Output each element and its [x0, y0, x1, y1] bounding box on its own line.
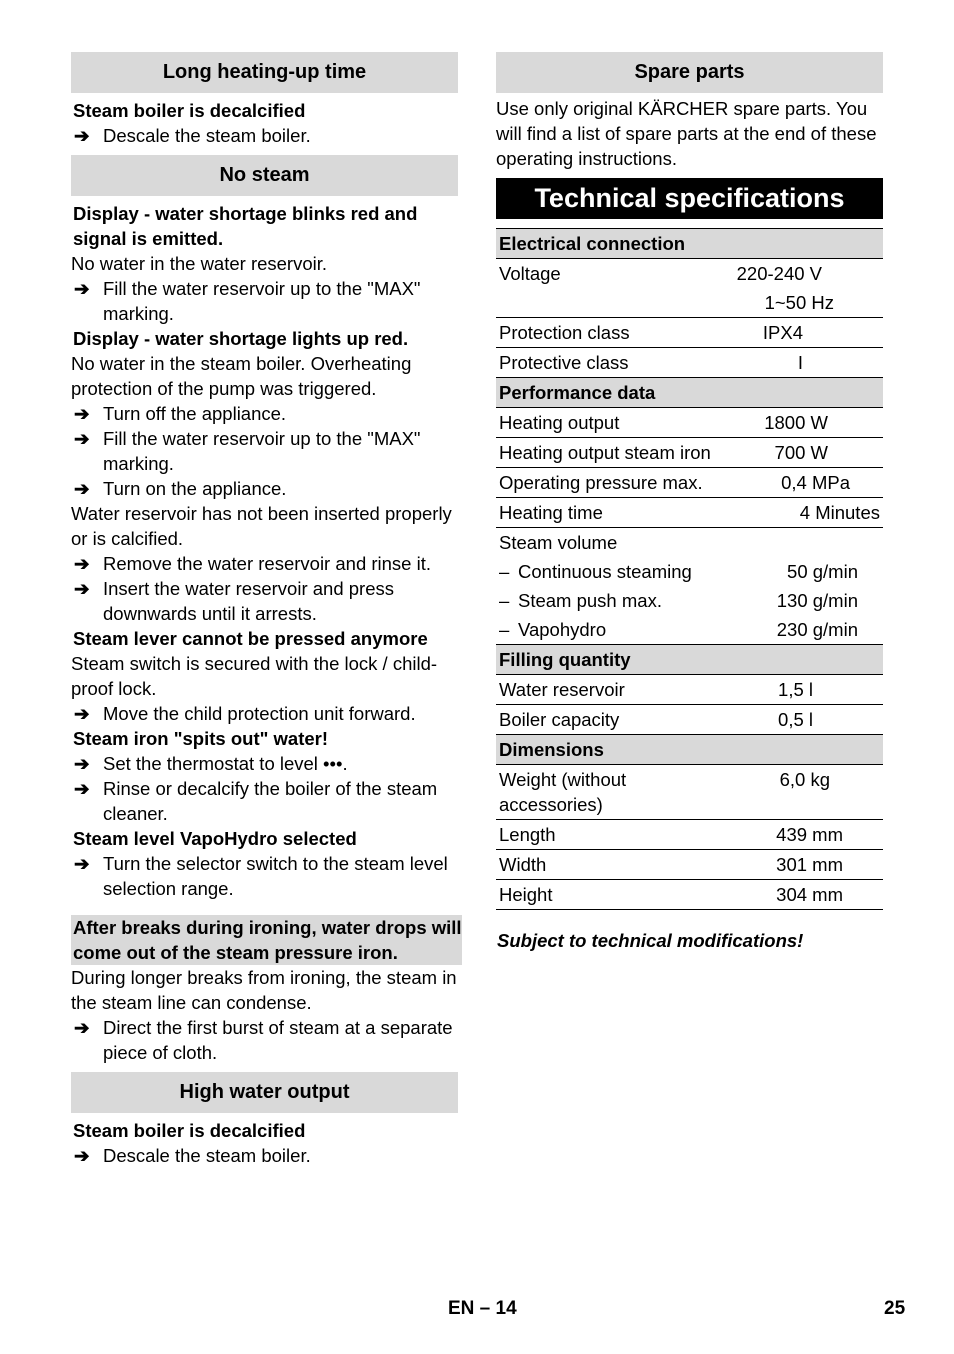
- arrow-icon: ➔: [74, 778, 90, 799]
- table-category-row: Performance data: [496, 378, 883, 408]
- subheading: Steam lever cannot be pressed anymore: [73, 628, 428, 649]
- table-row: Protective class I: [496, 348, 883, 378]
- subheading: Display - water shortage blinks red and signal is emitted.: [73, 203, 418, 249]
- technical-specifications-title: Technical specifications: [496, 178, 883, 219]
- table-category-row: Dimensions: [496, 735, 883, 765]
- left-column: [71, 52, 462, 1168]
- action-item: ➔ Turn the selector switch to the steam level selection range.: [71, 851, 458, 901]
- action-item: ➔ Remove the water reservoir and rinse it.: [71, 551, 458, 576]
- table-row: Height 304 mm: [496, 880, 883, 910]
- subheading: Steam boiler is decalcified: [73, 1120, 306, 1141]
- arrow-icon: ➔: [74, 1017, 90, 1038]
- table-row: Protection class IPX4: [496, 318, 883, 348]
- page-footer-label: EN – 14: [448, 1298, 517, 1319]
- table-row: Water reservoir 1,5 l: [496, 675, 883, 705]
- arrow-icon: ➔: [74, 1145, 90, 1166]
- arrow-icon: ➔: [74, 478, 90, 499]
- table-row: Heating output 1800 W: [496, 408, 883, 438]
- table-row: Width 301 mm: [496, 850, 883, 880]
- arrow-icon: ➔: [74, 703, 90, 724]
- page-number: 25: [884, 1298, 906, 1319]
- table-row: Weight (without accessories) 6,0 kg: [496, 765, 883, 820]
- arrow-icon: ➔: [74, 403, 90, 424]
- paragraph: Water reservoir has not been inserted properly or is calcified.: [71, 503, 452, 549]
- action-item: ➔ Descale the steam boiler.: [71, 123, 458, 148]
- arrow-icon: ➔: [74, 278, 90, 299]
- table-row: – Vapohydro 230 g/min: [499, 619, 858, 640]
- table-row: Heating output steam iron 700 W: [496, 438, 883, 468]
- specs-table: [496, 228, 883, 910]
- table-row: – Continuous steaming 50 g/min: [499, 561, 858, 582]
- paragraph: During longer breaks from ironing, the steam in the steam line can condense.: [71, 967, 457, 1013]
- table-row: Heating time 4 Minutes: [496, 498, 883, 528]
- note-heading: After breaks during ironing, water drops will come out of the steam pressure iron.: [73, 917, 462, 963]
- table-row: Steam volume: [496, 528, 883, 558]
- arrow-icon: ➔: [74, 853, 90, 874]
- table-category-row: Electrical connection: [496, 229, 883, 259]
- action-item: ➔ Insert the water reservoir and press downwards until it arrests.: [71, 576, 458, 626]
- paragraph: No water in the steam boiler. Overheating protection of the pump was triggered.: [71, 353, 412, 399]
- table-row: Operating pressure max. 0,4 MPa: [496, 468, 883, 498]
- action-item: ➔ Fill the water reservoir up to the "MAX" marking.: [71, 426, 458, 476]
- section-heading-no-steam: No steam: [71, 155, 458, 196]
- section-heading-high-water: High water output: [71, 1072, 458, 1113]
- subheading: Steam boiler is decalcified: [73, 100, 306, 121]
- table-row: 1~50 Hz: [764, 292, 834, 313]
- action-item: ➔ Turn off the appliance.: [71, 401, 458, 426]
- table-row: – Steam push max. 130 g/min: [499, 590, 858, 611]
- table-row: Boiler capacity 0,5 l: [496, 705, 883, 735]
- paragraph: No water in the water reservoir.: [71, 253, 328, 274]
- action-item: ➔ Move the child protection unit forward.: [71, 701, 458, 726]
- subheading: Display - water shortage lights up red.: [73, 328, 409, 349]
- spare-parts-text: Use only original KÄRCHER spare parts. You will find a list of spare parts at the end of these operating instructions.: [496, 98, 877, 169]
- section-heading-spare-parts: Spare parts: [496, 52, 883, 93]
- table-row: Length 439 mm: [496, 820, 883, 850]
- section-heading-long-heating: Long heating-up time: [71, 52, 458, 93]
- action-item: ➔ Direct the first burst of steam at a separate piece of cloth.: [71, 1015, 458, 1065]
- arrow-icon: ➔: [74, 753, 90, 774]
- table-category-row: Filling quantity: [496, 645, 883, 675]
- subheading: Steam iron "spits out" water!: [73, 728, 328, 749]
- action-item: ➔ Rinse or decalcify the boiler of the steam cleaner.: [71, 776, 458, 826]
- subject-to-modifications-note: Subject to technical modifications!: [497, 930, 804, 951]
- table-row: Voltage 220-240 V: [496, 259, 883, 289]
- action-item: ➔ Fill the water reservoir up to the "MAX" marking.: [71, 276, 458, 326]
- paragraph: Steam switch is secured with the lock / child-proof lock.: [71, 653, 438, 699]
- right-column: [496, 52, 883, 953]
- arrow-icon: ➔: [74, 428, 90, 449]
- action-item: ➔ Set the thermostat to level •••.: [71, 751, 458, 776]
- action-item: ➔ Descale the steam boiler.: [71, 1143, 458, 1168]
- arrow-icon: ➔: [74, 553, 90, 574]
- action-item: ➔ Turn on the appliance.: [71, 476, 458, 501]
- arrow-icon: ➔: [74, 578, 90, 599]
- subheading: Steam level VapoHydro selected: [73, 828, 357, 849]
- arrow-icon: ➔: [74, 125, 90, 146]
